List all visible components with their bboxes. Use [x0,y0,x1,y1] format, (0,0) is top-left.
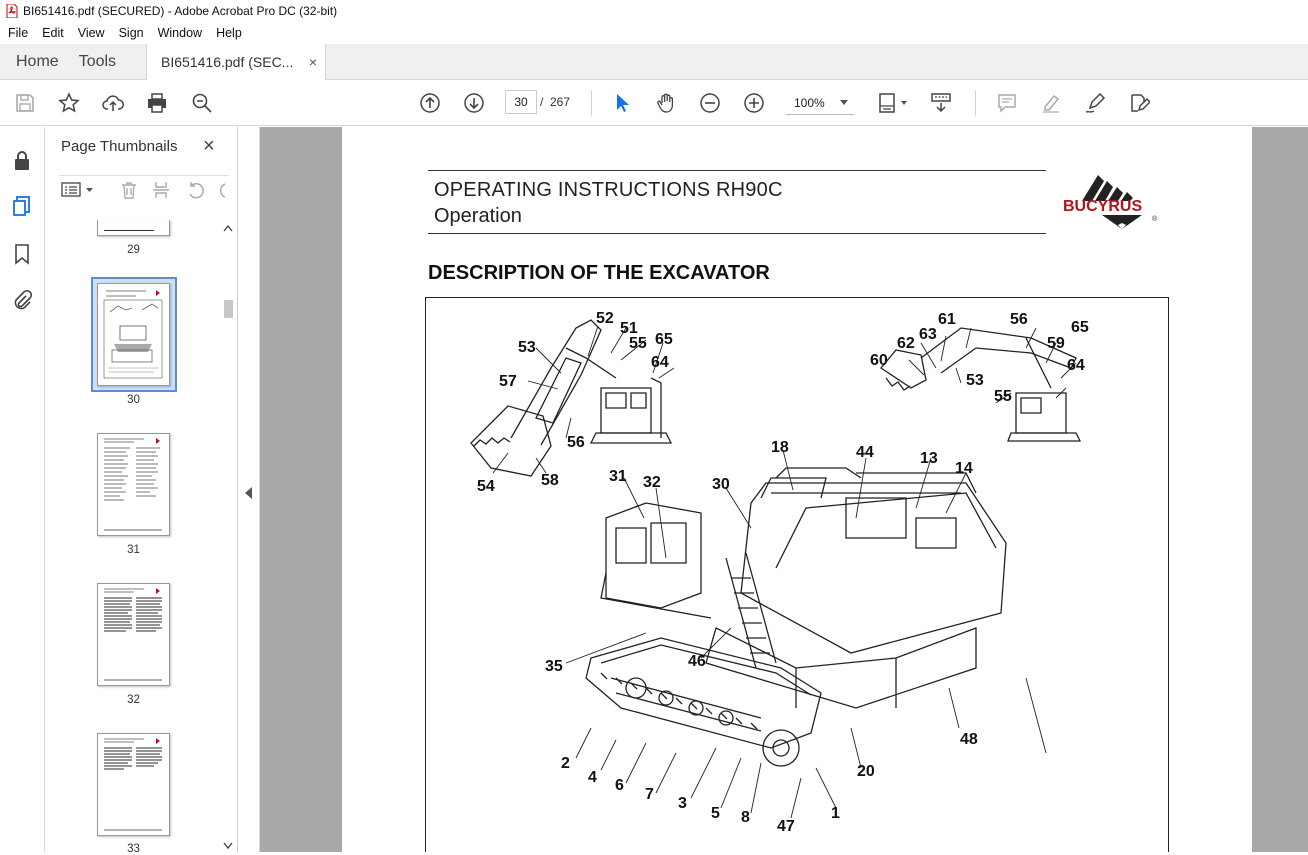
title-bar [0,0,1308,22]
toolbar-divider [975,90,976,116]
pdf-page [342,127,1252,852]
star-icon[interactable] [57,91,81,115]
header-rule [428,170,1046,171]
lock-icon[interactable] [11,149,33,171]
select-cursor-icon[interactable] [610,91,634,115]
protect-edit-icon[interactable] [1127,91,1151,115]
zoom-in-icon[interactable] [742,91,766,115]
callout-number: 55 [629,335,647,352]
menu-bar [0,22,1308,44]
callout-number: 65 [1071,319,1089,336]
callout-number: 59 [1047,335,1065,352]
thumbnail-page-number: 31 [127,544,140,556]
callout-number: 65 [655,331,673,348]
callout-number: 4 [588,769,597,786]
logo-text: BUCYRUS [1063,198,1143,215]
callout-number: 53 [966,372,984,389]
page-separator: / [540,95,544,109]
callout-number: 3 [678,795,687,812]
callout-number: 13 [920,450,938,467]
page-thumbnail[interactable] [97,433,170,536]
navigation-rail [0,127,45,852]
callout-number: 7 [645,786,654,803]
callout-number: 14 [955,460,973,477]
tab-bar [0,44,1308,80]
page-thumbnail[interactable] [97,283,170,386]
callout-number: 6 [615,777,624,794]
scroll-mode-icon[interactable] [929,91,953,115]
callout-number: 54 [477,478,495,495]
thumbnail-page-number: 32 [127,694,140,706]
menu-window[interactable]: Window [157,26,203,40]
comment-icon[interactable] [995,91,1019,115]
callout-number: 56 [567,434,585,451]
callout-number: 30 [712,476,730,493]
callout-number: 55 [994,388,1012,405]
thumbnail-page-number: 29 [127,244,140,256]
callout-number: 56 [1010,311,1028,328]
thumbnails-panel [45,127,238,855]
panel-splitter[interactable] [238,127,260,852]
document-header-title: OPERATING INSTRUCTIONS RH90C [434,179,783,201]
document-viewer[interactable] [260,127,1308,852]
callout-number: 47 [777,818,795,835]
menu-view[interactable]: View [77,26,105,40]
callout-number: 57 [499,373,517,390]
scrollbar-thumb[interactable] [224,300,233,318]
callout-number: 61 [938,311,956,328]
document-header-subtitle: Operation [434,205,522,227]
callout-number: 46 [688,653,706,670]
callout-number: 51 [620,320,638,337]
tab-home[interactable]: Home [16,52,59,70]
section-title: DESCRIPTION OF THE EXCAVATOR [428,262,770,284]
callout-number: 5 [711,805,720,822]
tab-document[interactable] [146,44,326,80]
callout-number: 63 [919,326,937,343]
thumbnail-page-number: 30 [127,394,140,406]
callout-number: 44 [856,444,874,461]
highlight-pen-icon[interactable] [1039,91,1063,115]
document-scrollbar[interactable] [1292,127,1308,852]
callout-number: 64 [651,354,669,371]
sign-pen-icon[interactable] [1083,91,1107,115]
callout-number: 60 [870,352,888,369]
thumbnails-scrollbar[interactable] [221,222,235,852]
tab-close-icon[interactable]: × [308,54,318,70]
save-icon[interactable] [13,91,37,115]
zoom-search-icon[interactable] [190,91,214,115]
collapse-panel-icon[interactable] [245,487,253,499]
upload-cloud-icon[interactable] [101,91,125,115]
panel-toolbar [59,175,229,203]
callout-number: 18 [771,439,789,456]
print-icon[interactable] [145,91,169,115]
tab-tools[interactable]: Tools [78,52,117,70]
header-rule [428,233,1046,234]
hand-tool-icon[interactable] [654,91,678,115]
thumbnail-options-icon[interactable] [61,182,95,198]
callout-number: 20 [857,763,875,780]
thumbnail-page-number: 33 [127,843,140,855]
chevron-down-icon [840,100,848,106]
window-title: BI651416.pdf (SECURED) - Adobe Acrobat Pro DC (32-bit) [23,4,338,18]
tab-document-label: BI651416.pdf (SEC... [161,54,294,70]
page-thumbnail[interactable] [97,220,170,236]
next-page-icon[interactable] [462,91,486,115]
callout-number: 53 [518,339,536,356]
excavator-figure [425,297,1169,852]
bucyrus-logo [1062,171,1162,235]
page-total: 267 [550,95,571,109]
toolbar-divider [591,90,592,116]
zoom-level-value: 100% [794,95,825,110]
attachment-icon[interactable] [11,289,33,311]
menu-file[interactable]: File [8,26,29,40]
callout-number: 48 [960,731,978,748]
callout-number: 58 [541,472,559,489]
callout-number: 64 [1067,357,1085,374]
callout-number: 62 [897,335,915,352]
zoom-out-icon[interactable] [698,91,722,115]
bookmark-icon[interactable] [11,243,33,265]
callout-number: 32 [643,474,661,491]
callout-number: 2 [561,755,570,772]
extract-page-icon[interactable] [151,180,171,200]
page-thumbnail[interactable] [97,733,170,836]
panel-title: Page Thumbnails [61,138,178,155]
previous-page-icon[interactable] [418,91,442,115]
svg-text:®: ® [1152,216,1158,223]
menu-help[interactable]: Help [216,26,242,40]
page-fit-icon[interactable] [876,91,910,115]
excavator-drawing [426,298,1168,852]
callout-number: 8 [741,809,750,826]
rotate-right-icon[interactable] [217,180,227,200]
page-thumbnail[interactable] [97,583,170,686]
chevron-up-icon[interactable] [223,224,233,232]
callout-number: 35 [545,658,563,675]
callout-number: 31 [609,468,627,485]
menu-sign[interactable]: Sign [118,26,144,40]
delete-page-icon[interactable] [119,180,139,200]
pdf-app-icon [6,4,18,18]
zoom-level-select[interactable] [786,91,854,115]
rotate-left-icon[interactable] [186,180,206,200]
menu-edit[interactable]: Edit [42,26,64,40]
callout-number: 1 [831,805,840,822]
callout-number: 52 [596,310,614,327]
panel-close-icon[interactable]: × [203,135,215,157]
page-thumbnails-icon[interactable] [11,195,33,217]
chevron-down-icon[interactable] [223,842,233,850]
page-number-input[interactable]: 30 [505,90,537,114]
